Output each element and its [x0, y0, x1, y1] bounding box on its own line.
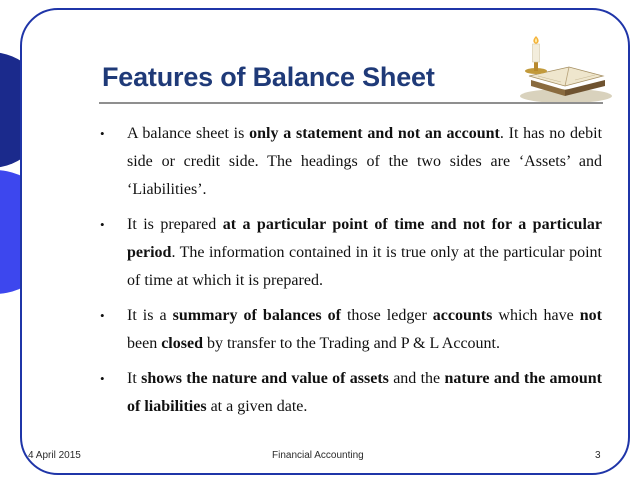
text-run: by transfer to the Trading and P & L Account. — [202, 335, 500, 352]
text-run: It — [127, 370, 142, 387]
candle-book-icon — [509, 36, 619, 106]
text-run: at a given date. — [206, 398, 308, 415]
bold-text-run: only a statement and not an account — [249, 125, 500, 142]
bullet-marker: • — [100, 217, 105, 232]
text-run: . The information contained in it is true only at the particular point of time at which it is prepared. — [127, 244, 602, 289]
bold-text-run: nature and the amount of liabilities — [127, 370, 603, 415]
text-run: and the — [388, 370, 445, 387]
text-run: which have — [492, 307, 580, 324]
bullet-item — [100, 302, 602, 358]
bullet-item — [100, 120, 602, 204]
footer-course-title: Financial Accounting — [272, 450, 364, 461]
bullet-list — [100, 120, 602, 428]
slide-title: Features of Balance Sheet — [102, 62, 435, 92]
bullet-item — [100, 365, 602, 421]
bullet-marker: • — [100, 371, 105, 386]
text-run: A balance sheet is — [127, 125, 250, 142]
text-run: those ledger — [340, 307, 433, 324]
bold-text-run: at a particular point of time and not for a particular period — [127, 216, 603, 261]
text-run: been — [127, 335, 162, 352]
title-underline — [99, 102, 603, 104]
bullet-item — [100, 211, 602, 295]
text-run: It is a — [127, 307, 173, 324]
text-run: It is prepared — [127, 216, 223, 233]
bold-text-run: summary of balances of — [172, 307, 341, 324]
footer-date: 4 April 2015 — [28, 450, 81, 461]
bullet-marker: • — [100, 126, 105, 141]
bold-text-run: shows the nature and value of assets — [141, 370, 389, 387]
text-run: . It has no debit side or credit side. The headings of the two sides are ‘Assets’ and ‘Liabilities’. — [127, 125, 603, 198]
bullet-marker: • — [100, 308, 105, 323]
bold-text-run: accounts — [432, 307, 493, 324]
bold-text-run: not — [579, 307, 602, 324]
bold-text-run: closed — [161, 335, 203, 352]
footer-page-number: 3 — [595, 450, 601, 461]
